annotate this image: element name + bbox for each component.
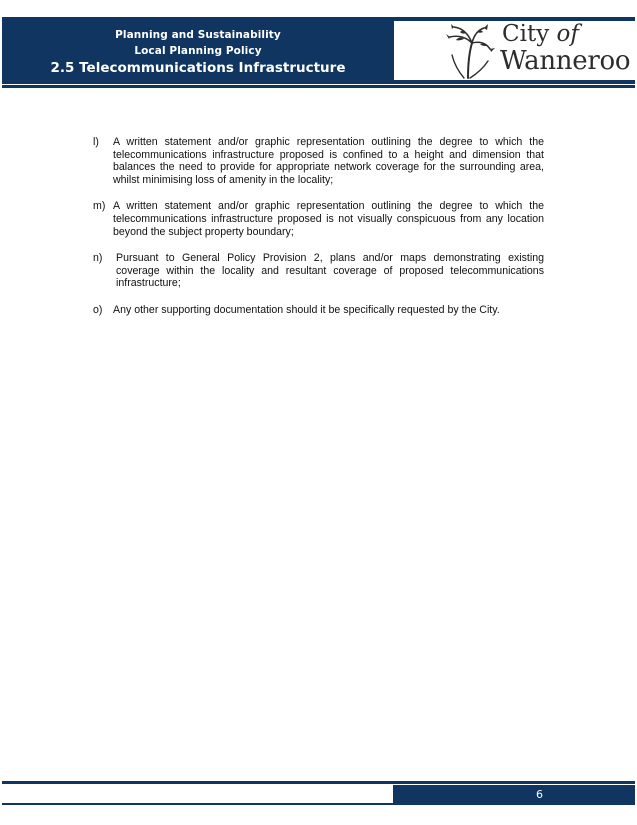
list-item (93, 252, 544, 290)
list-item (93, 304, 544, 317)
logo-name-text: Wanneroo (500, 46, 631, 76)
kangaroo-paw-flower-icon (444, 23, 496, 79)
page-title: 2.5 Telecommunications Infrastructure (50, 60, 346, 76)
list-item (93, 200, 544, 238)
list-item-text: Any other supporting documentation should it be specifically requested by the City. (113, 303, 500, 316)
list-item-text: Pursuant to General Policy Provision 2, plans and/or maps demonstrating existing coverage within the locality and resultant coverage of proposed telecommunications infrastructure; (116, 252, 544, 290)
list-marker: n) (93, 252, 103, 265)
requirements-list (93, 136, 544, 331)
list-item-text: A written statement and/or graphic representation outlining the degree to which the telecommunications infrastructure proposed is confined to a height and dimension that balances the need to provide for appropriate network coverage for the surrounding area, whilst minimising loss of amenity in the locality; (113, 136, 544, 186)
page-number: 6 (536, 788, 543, 801)
list-marker: o) (93, 303, 103, 316)
logo-word-city: City (502, 21, 550, 47)
header-policy-type: Local Planning Policy (134, 45, 262, 57)
header-underline (2, 85, 635, 88)
header-titles (2, 17, 394, 84)
logo-city-text (502, 21, 579, 47)
list-marker: l) (93, 136, 99, 148)
logo-word-of: of (556, 21, 579, 47)
list-item-text: A written statement and/or graphic representation outlining the degree to which the telecommunications infrastructure proposed is not visually conspicuous from any location beyond the subject property boundary; (113, 200, 544, 238)
list-item (93, 136, 544, 186)
city-logo (394, 21, 635, 80)
footer-line (2, 781, 635, 784)
header-department: Planning and Sustainability (115, 29, 281, 41)
list-marker: m) (93, 200, 106, 213)
footer-white-panel (2, 785, 393, 803)
